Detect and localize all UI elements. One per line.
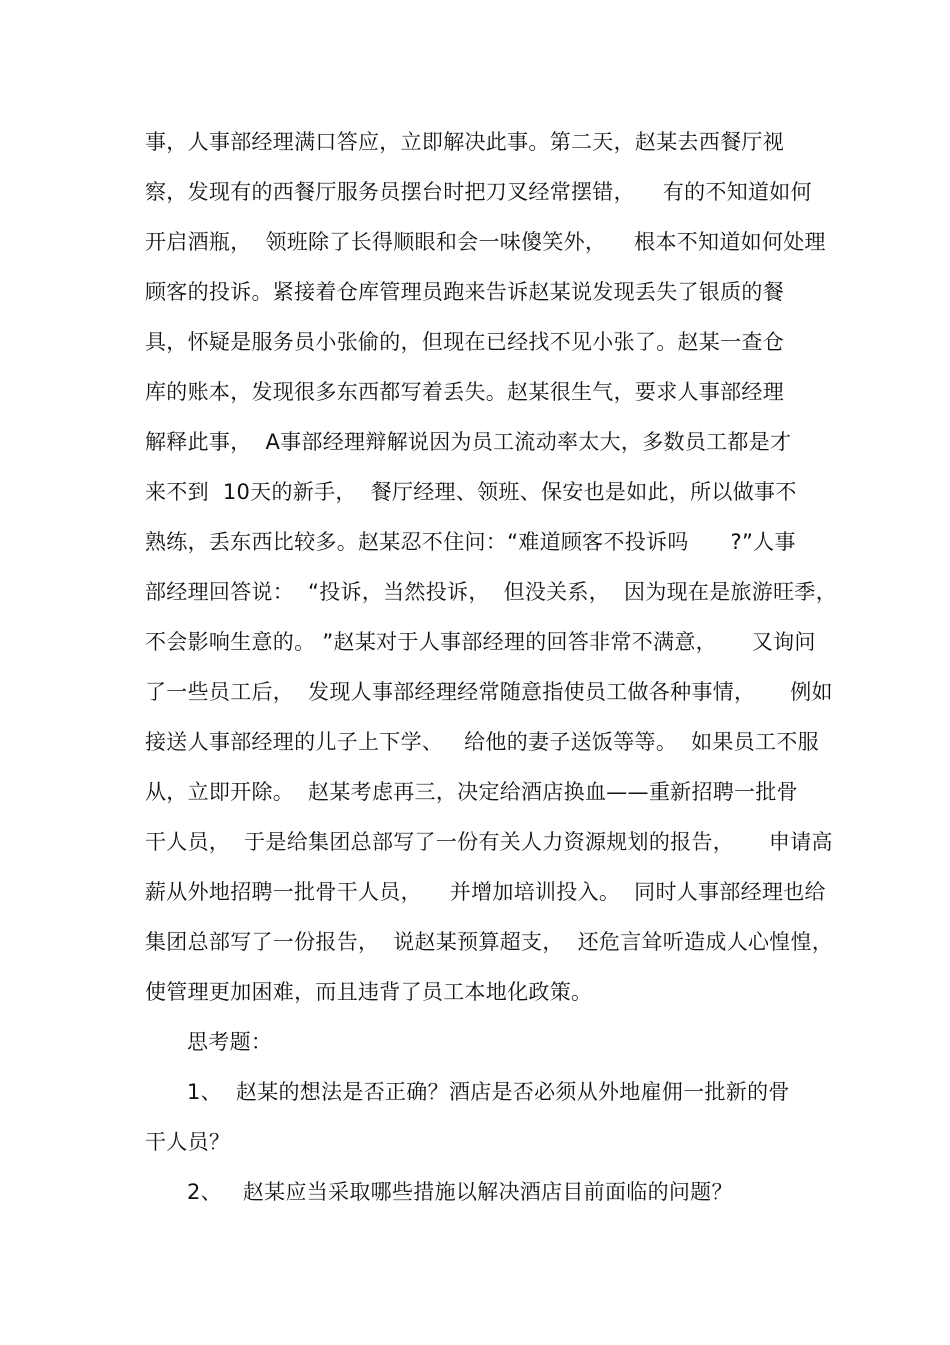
body-line-12: 了一些员工后， 发现人事部经理经常随意指使员工做各种事情， 例如 — [145, 680, 833, 704]
body-line-8: 来不到 10天的新手， 餐厅经理、领班、保安也是如此，所以做事不 — [145, 480, 797, 504]
question-1-line-1: 1、 赵某的想法是否正确？酒店是否必须从外地雇佣一批新的骨 — [187, 1080, 790, 1104]
body-line-6: 库的账本，发现很多东西都写着丢失。赵某很生气，要求人事部经理 — [145, 380, 784, 404]
body-line-5: 具，怀疑是服务员小张偷的，但现在已经找不见小张了。赵某一查仓 — [145, 330, 784, 354]
body-line-7: 解释此事， A事部经理辩解说因为员工流动率太大，多数员工都是才 — [145, 430, 792, 454]
body-line-17: 集团总部写了一份报告， 说赵某预算超支， 还危言耸听造成人心惶惶， — [145, 930, 834, 954]
body-line-4: 顾客的投诉。紧接着仓库管理员跑来告诉赵某说发现丢失了银质的餐 — [145, 280, 784, 304]
question-1-line-2: 干人员？ — [145, 1130, 231, 1154]
questions-heading: 思考题： — [187, 1030, 273, 1054]
body-line-10: 部经理回答说： “投诉，当然投诉， 但没关系， 因为现在是旅游旺季， — [145, 580, 838, 604]
body-line-14: 从，立即开除。 赵某考虑再三，决定给酒店换血——重新招聘一批骨 — [145, 780, 798, 804]
body-line-11: 不会影响生意的。 ”赵某对于人事部经理的回答非常不满意， 又询问 — [145, 630, 816, 654]
body-line-15: 干人员， 于是给集团总部写了一份有关人力资源规划的报告， 申请高 — [145, 830, 833, 854]
question-2: 2、 赵某应当采取哪些措施以解决酒店目前面临的问题？ — [187, 1180, 733, 1204]
body-line-16: 薪从外地招聘一批骨干人员， 并增加培训投入。 同时人事部经理也给 — [145, 880, 826, 904]
body-line-18: 使管理更加困难，而且违背了员工本地化政策。 — [145, 980, 593, 1004]
body-line-9: 熟练，丢东西比较多。赵某忍不住问：“难道顾客不投诉吗 ?”人事 — [145, 530, 796, 554]
body-line-13: 接送人事部经理的儿子上下学、 给他的妻子送饭等等。 如果员工不服 — [145, 730, 819, 754]
body-line-1: 事，人事部经理满口答应，立即解决此事。第二天，赵某去西餐厅视 — [145, 130, 784, 154]
body-line-2: 察，发现有的西餐厅服务员摆台时把刀叉经常摆错， 有的不知道如何 — [145, 180, 812, 204]
body-line-3: 开启酒瓶， 领班除了长得顺眼和会一味傻笑外， 根本不知道如何处理 — [145, 230, 826, 254]
